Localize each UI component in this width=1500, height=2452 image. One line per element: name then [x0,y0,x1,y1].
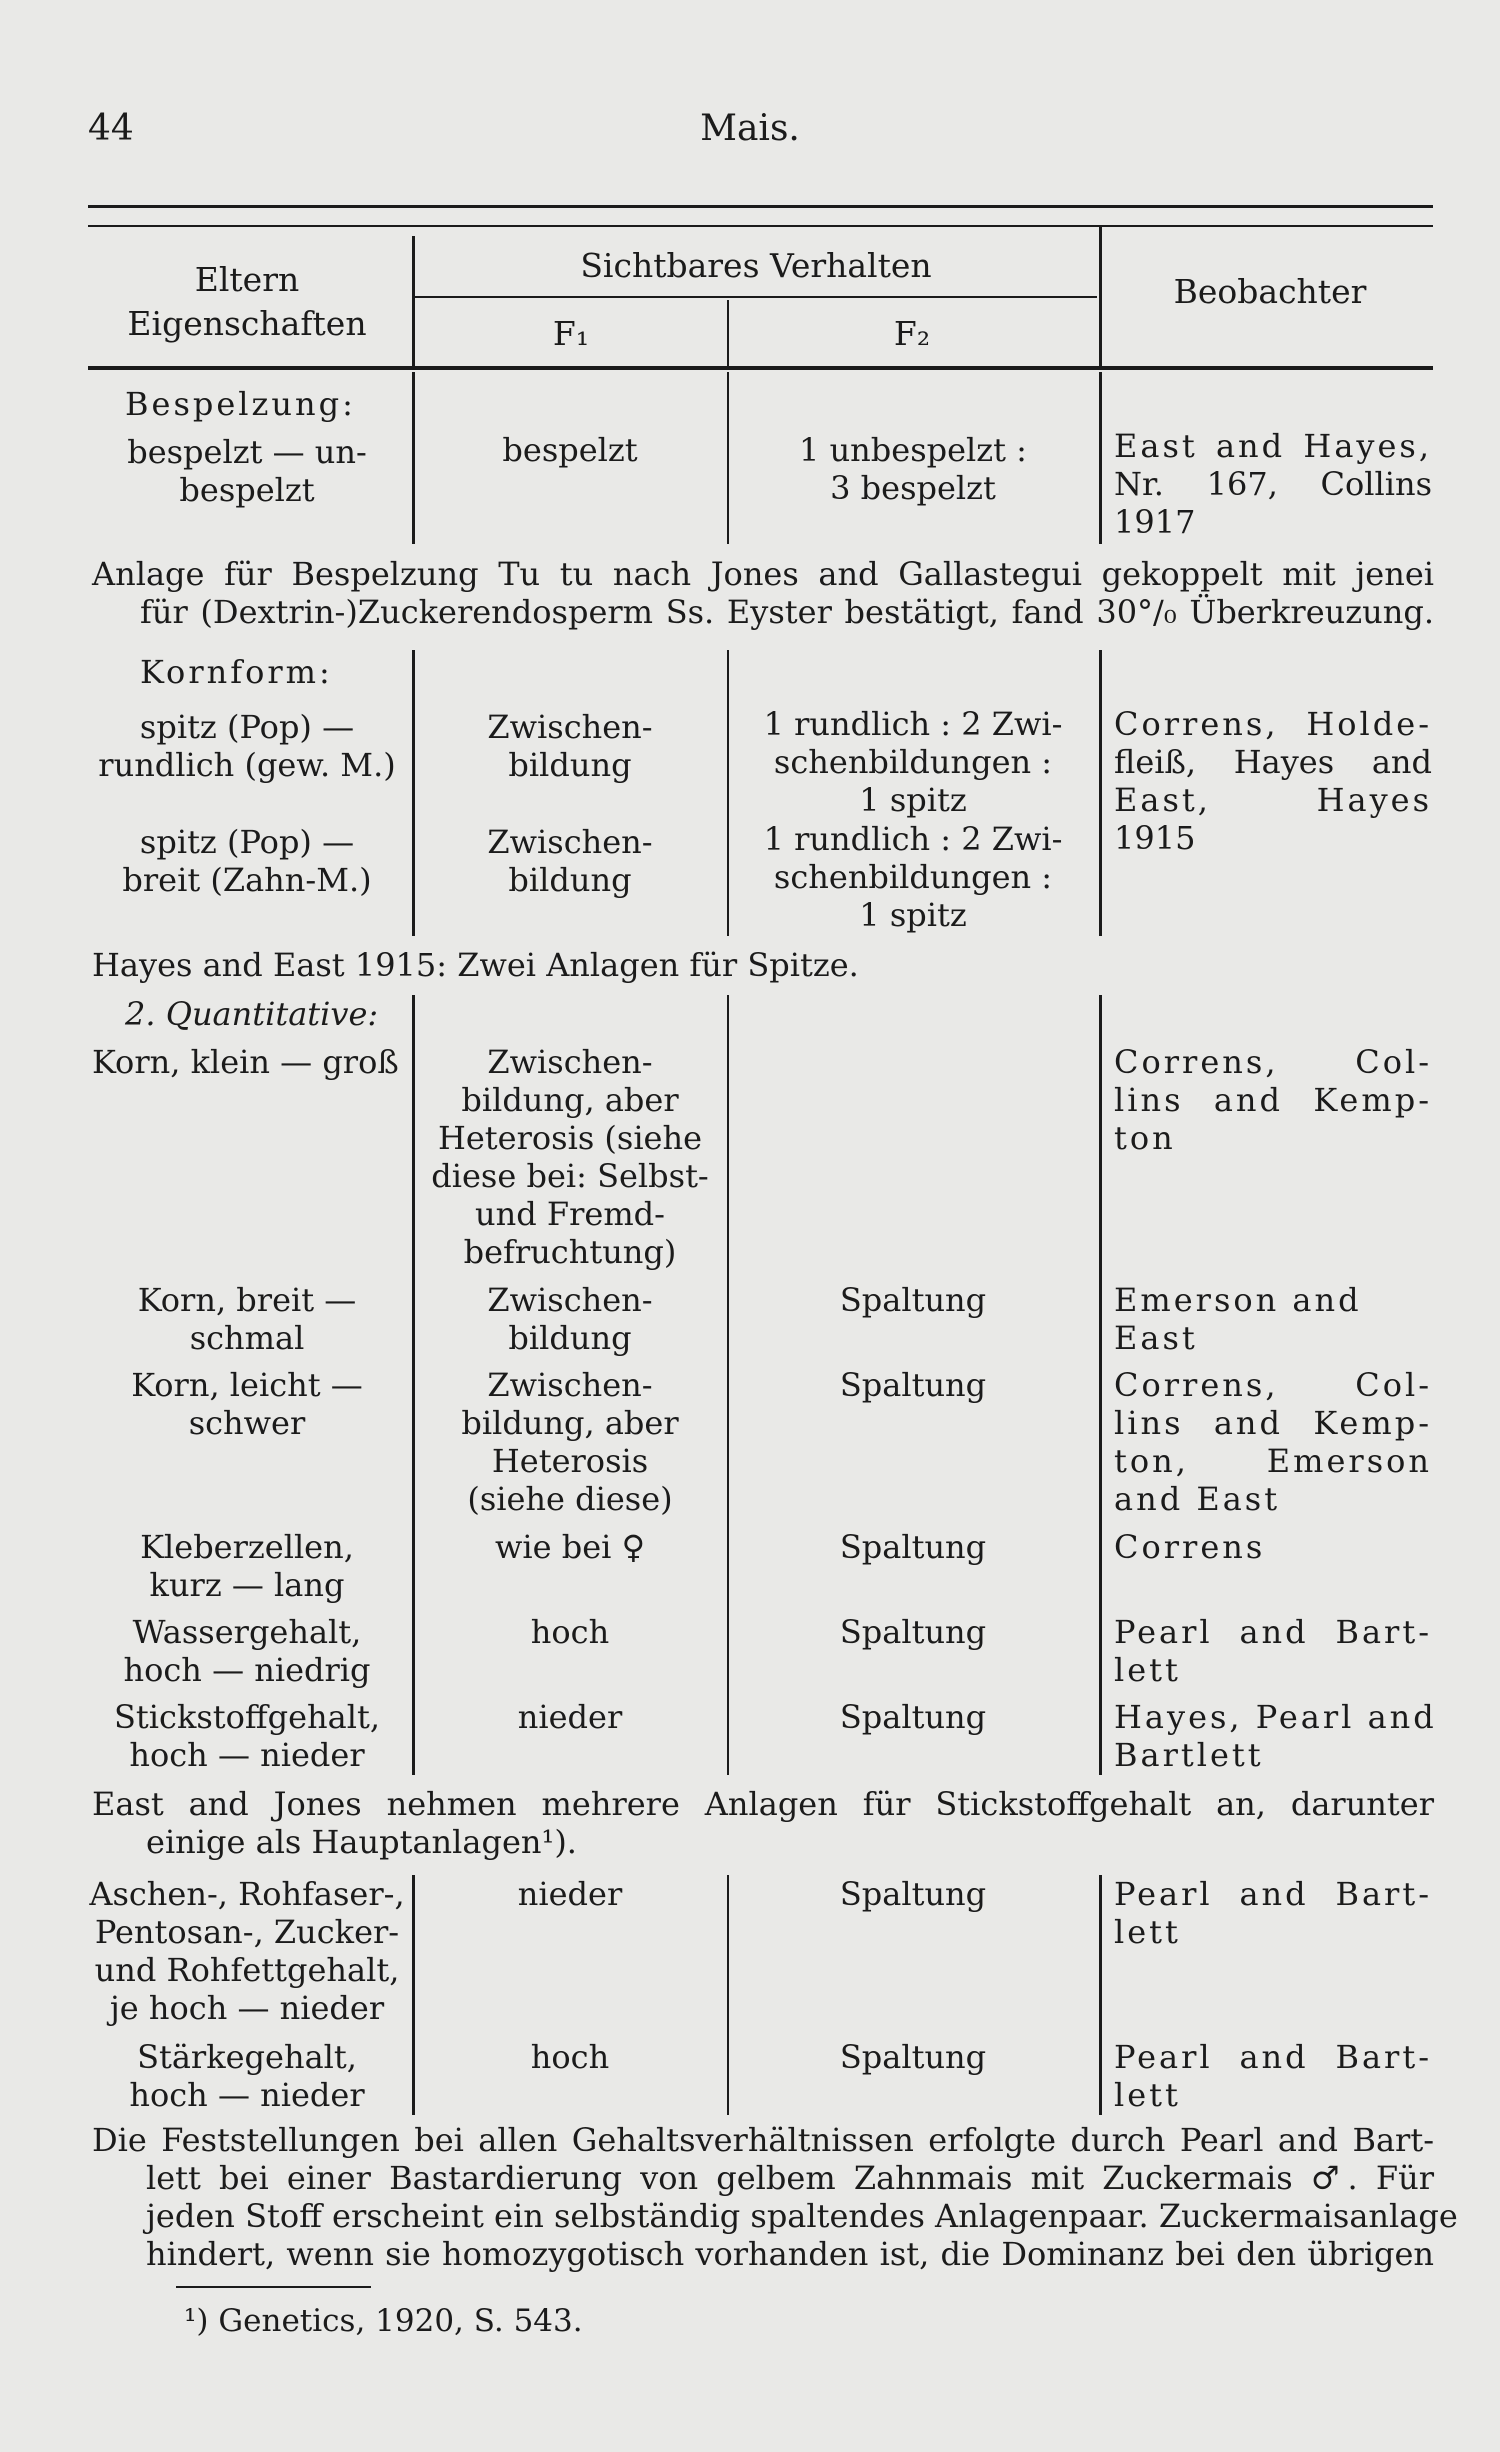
header-bottom-rule [88,366,1433,370]
note-feststellungen: Die Feststellungen bei allen Gehaltsverhältnissen erfolgte durch Pearl and Bart- lett bei einer Bastardierung von gelbem Zahnmais mit Zuckermais ♂. Für jeden Stoff erscheint ein selbständig spaltendes Anlagenpaar. Zuckermaisanlage hindert, wenn sie homozygotisch vorhanden ist, die Dominanz bei den übrigen [92,2121,1458,2273]
bespelzung-f2: 1 unbespelzt : 3 bespelzt [799,431,1027,507]
kornform-row2-eltern: spitz (Pop) — breit (Zahn-M.) [122,823,372,899]
kornform-row1-f1: Zwischen- bildung [487,708,653,784]
quant-row1-f1: Zwischen- bildung, aber Heterosis (siehe diese bei: Selbst- und Fremd- befruchtung) [431,1043,709,1271]
col-rule [1099,372,1102,544]
quant-row4-f2: Spaltung [839,1528,987,1566]
lower-row1-f2: Spaltung [839,1875,987,1913]
page-number: 44 [88,108,134,149]
footnote-rule [176,2286,371,2288]
header-f2: F₂ [893,314,931,353]
quant-row2-f2: Spaltung [839,1281,987,1319]
quant-row6-beobachter: Hayes, Pearl and Bartlett [1114,1698,1437,1774]
header-sichtbares-verhalten: Sichtbares Verhalten [580,246,932,285]
footnote: ¹) Genetics, 1920, S. 543. [184,2303,583,2339]
col-rule [412,236,415,366]
note-koppelung: Anlage für Bespelzung Tu tu nach Jones and Gallastegui gekoppelt mit jenei für (Dextrin-)Zuckerendosperm Ss. Eyster bestätigt, fand 30°/₀ Überkreuzung. [92,555,1434,631]
lower-row1-f1: nieder [517,1875,623,1913]
quant-row4-eltern: Kleberzellen, kurz — lang [140,1528,354,1604]
section-heading-quantitative: 2. Quantitative: [125,995,379,1033]
header-f1: F₁ [552,314,590,353]
header-subrule [415,296,1097,298]
note-spitze: Hayes and East 1915: Zwei Anlagen für Spitze. [92,946,859,984]
kornform-row2-f2: 1 rundlich : 2 Zwi- schenbildungen : 1 spitz [763,820,1063,934]
quant-row4-f1: wie bei ♀ [495,1528,645,1566]
quant-row3-f2: Spaltung [839,1366,987,1404]
lower-row2-f2: Spaltung [839,2038,987,2076]
running-title: Mais. [700,108,800,149]
col-rule [727,300,729,366]
quant-row5-f2: Spaltung [839,1613,987,1651]
quant-row2-beobachter: Emerson and East [1114,1281,1362,1357]
col-rule [1099,650,1102,936]
col-rule [1099,226,1102,366]
quant-row1-eltern: Korn, klein — groß [92,1043,399,1081]
quant-row6-f2: Spaltung [839,1698,987,1736]
quant-row3-eltern: Korn, leicht — schwer [131,1366,363,1442]
top-rule [88,205,1433,208]
quant-row2-eltern: Korn, breit — schmal [137,1281,357,1357]
lower-row2-eltern: Stärkegehalt, hoch — nieder [129,2038,365,2114]
quant-row6-eltern: Stickstoffgehalt, hoch — nieder [114,1698,380,1774]
header-eltern: Eltern Eigenschaften [127,260,367,343]
quant-row4-beobachter: Correns [1114,1528,1266,1566]
quant-row5-f1: hoch [530,1613,610,1651]
quant-row1-beobachter: Correns, Col- lins and Kemp- ton [1114,1043,1432,1157]
quant-row3-beobachter: Correns, Col- lins and Kemp- ton, Emerson and East [1114,1366,1432,1518]
header-beobachter: Beobachter [1173,272,1367,311]
section-heading-kornform: Kornform: [140,653,333,691]
quant-row5-beobachter: Pearl and Bart- lett [1114,1613,1432,1689]
lower-row1-eltern: Aschen-, Rohfaser-, Pentosan-, Zucker- und Rohfettgehalt, je hoch — nieder [89,1875,405,2027]
lower-row2-f1: hoch [530,2038,610,2076]
bespelzung-f1: bespelzt [502,431,638,469]
bespelzung-beobachter: East and Hayes, Nr. 167, Collins 1917 [1114,427,1432,541]
top-rule-thin [88,225,1433,227]
kornform-row1-f2: 1 rundlich : 2 Zwi- schenbildungen : 1 spitz [763,705,1063,819]
quant-row5-eltern: Wassergehalt, hoch — niedrig [123,1613,371,1689]
section-heading-bespelzung: Bespelzung: [125,385,356,423]
quant-row2-f1: Zwischen- bildung [487,1281,653,1357]
kornform-row2-f1: Zwischen- bildung [487,823,653,899]
kornform-beobachter: Correns, Holde- fleiß, Hayes and East, Hayes 1915 [1114,705,1432,857]
lower-row1-beobachter: Pearl and Bart- lett [1114,1875,1432,1951]
note-stickstoff: East and Jones nehmen mehrere Anlagen für Stickstoffgehalt an, darunter einige als Hauptanlagen¹). [92,1785,1434,1861]
quant-row3-f1: Zwischen- bildung, aber Heterosis (siehe diese) [461,1366,679,1518]
lower-row2-beobachter: Pearl and Bart- lett [1114,2038,1432,2114]
quant-row6-f1: nieder [517,1698,623,1736]
kornform-row1-eltern: spitz (Pop) — rundlich (gew. M.) [98,708,396,784]
bespelzung-eltern: bespelzt — un- bespelzt [127,433,367,509]
col-rule [1099,1875,1102,2115]
col-rule [1099,995,1102,1775]
